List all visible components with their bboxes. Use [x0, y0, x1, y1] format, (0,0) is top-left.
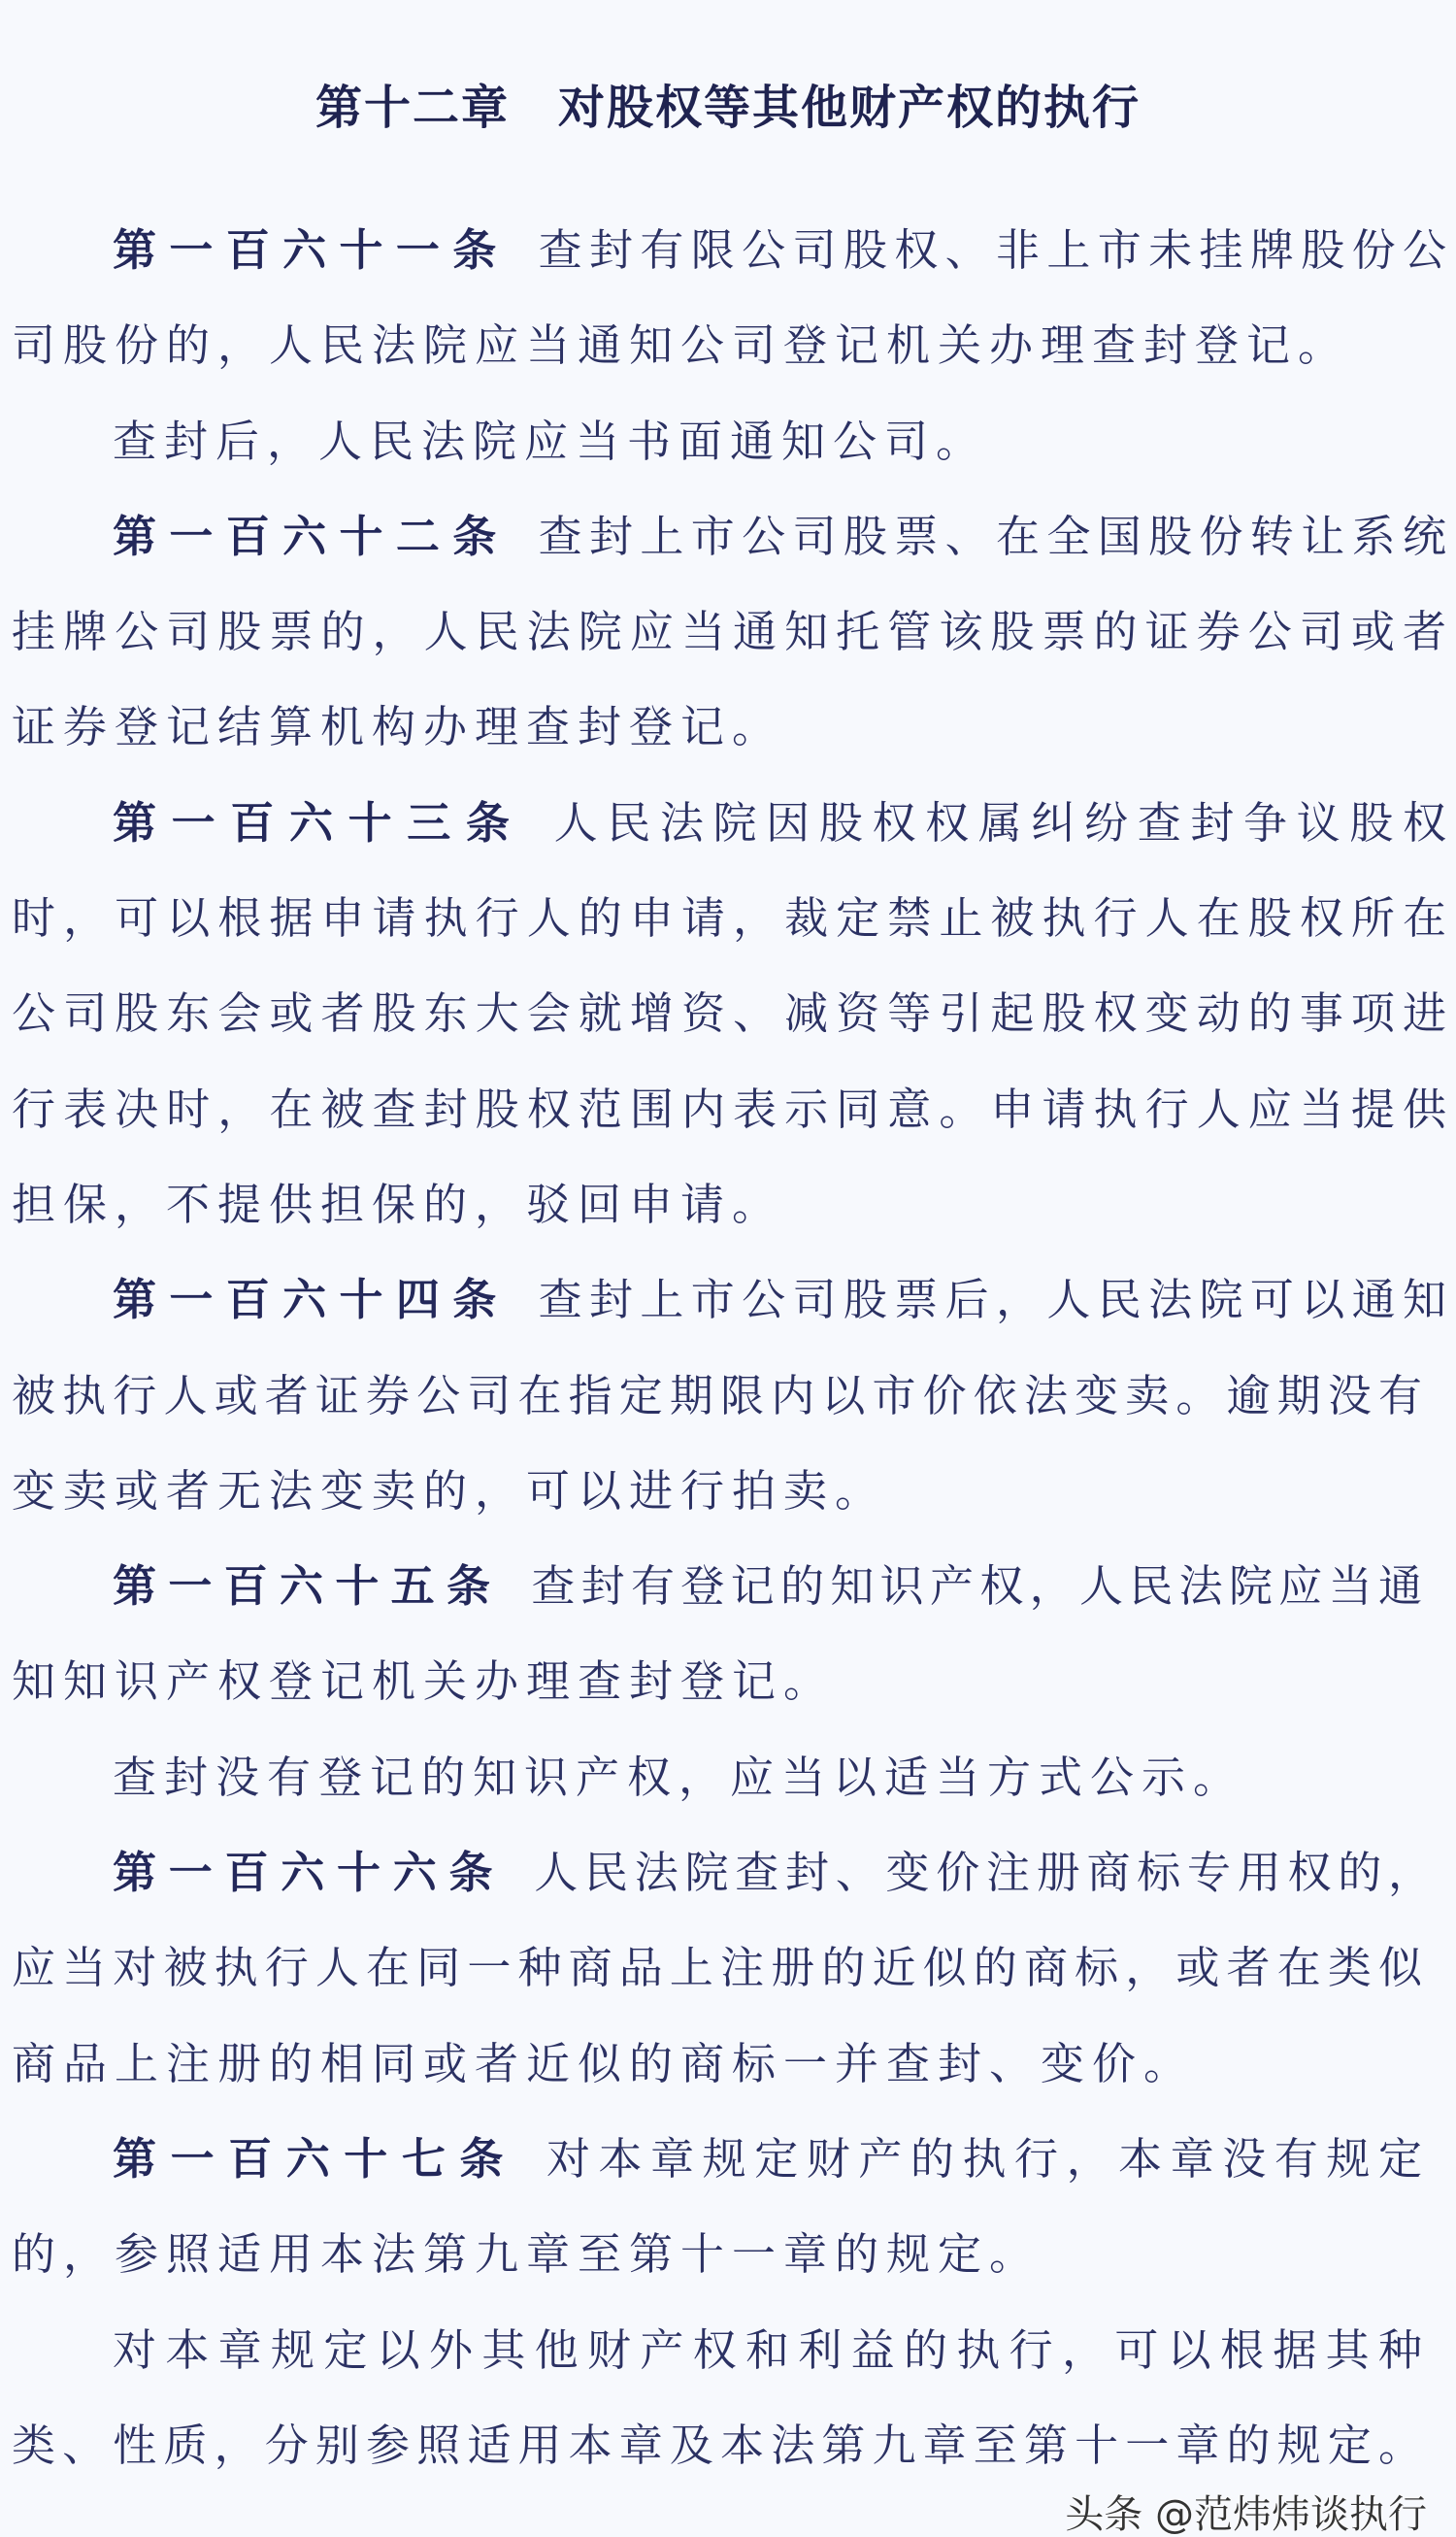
paragraph-line: 查封后，人民法院应当书面通知公司。	[113, 415, 988, 467]
article-text: 查封上市公司股票、在全国股份转让系统	[538, 510, 1446, 562]
paragraph-line: 类、性质，分别参照适用本章及本法第九章至第十一章的规定。	[12, 2419, 1422, 2471]
document-body	[12, 203, 1446, 2493]
article-165-line-1	[12, 1539, 1446, 1634]
paragraph-line: 的，参照适用本法第九章至第十一章的规定。	[12, 2228, 1042, 2281]
article-heading: 第一百六十二条	[113, 510, 510, 562]
paragraph-line: 应当对被执行人在同一种商品上注册的近似的商标，或者在类似	[12, 1942, 1422, 1994]
article-text: 人民法院因股权权属纠纷查封争议股权	[553, 796, 1446, 849]
paragraph-line: 被执行人或者证券公司在指定期限内以市价依法变卖。逾期没有	[12, 1369, 1422, 1421]
paragraph-line: 商品上注册的相同或者近似的商标一并查封、变价。	[12, 2037, 1196, 2089]
paragraph-line: 查封没有登记的知识产权，应当以适当方式公示。	[113, 1751, 1245, 1803]
paragraph-line: 挂牌公司股票的，人民法院应当通知托管该股票的证券公司或者	[12, 606, 1446, 658]
article-162-line-1	[12, 489, 1446, 584]
article-164-line-1	[12, 1252, 1446, 1348]
paragraph-line: 证券登记结算机构办理查封登记。	[12, 701, 784, 753]
article-heading: 第一百六十六条	[113, 1847, 506, 1899]
article-heading: 第一百六十四条	[113, 1274, 510, 1326]
article-167-line-1	[12, 2112, 1446, 2207]
article-163-line-1	[12, 776, 1446, 871]
article-text: 查封有登记的知识产权，人民法院应当通	[531, 1560, 1422, 1613]
paragraph-line: 行表决时，在被查封股权范围内表示同意。申请执行人应当提供	[12, 1083, 1446, 1135]
article-text: 人民法院查封、变价注册商标专用权的，	[534, 1847, 1432, 1899]
paragraph-line: 变卖或者无法变卖的，可以进行拍卖。	[12, 1464, 887, 1517]
paragraph-line: 公司股东会或者股东大会就增资、减资等引起股权变动的事项进	[12, 987, 1446, 1040]
paragraph-line: 对本章规定以外其他财产权和利益的执行，可以根据其种	[113, 2323, 1422, 2376]
paragraph-line: 时，可以根据申请执行人的申请，裁定禁止被执行人在股权所在	[12, 892, 1446, 945]
paragraph-line: 担保，不提供担保的，驳回申请。	[12, 1178, 784, 1230]
article-161-line-1	[12, 203, 1446, 298]
article-heading: 第一百六十五条	[113, 1560, 503, 1613]
article-text: 对本章规定财产的执行，本章没有规定	[546, 2132, 1422, 2185]
article-166-line-1	[12, 1825, 1446, 1920]
article-text: 查封有限公司股权、非上市未挂牌股份公	[538, 224, 1446, 276]
article-heading: 第一百六十七条	[113, 2132, 517, 2185]
chapter-title: 第十二章 对股权等其他财产权的执行	[314, 81, 1141, 135]
paragraph-line: 知知识产权登记机关办理查封登记。	[12, 1655, 836, 1708]
article-heading: 第一百六十一条	[113, 224, 510, 276]
article-heading: 第一百六十三条	[113, 796, 525, 849]
watermark: 头条 @范炜炜谈执行	[1065, 2492, 1427, 2537]
article-161-line-2: 司股份的，人民法院应当通知公司登记机关办理查封登记。	[12, 319, 1350, 372]
article-text: 查封上市公司股票后，人民法院可以通知	[538, 1274, 1446, 1326]
